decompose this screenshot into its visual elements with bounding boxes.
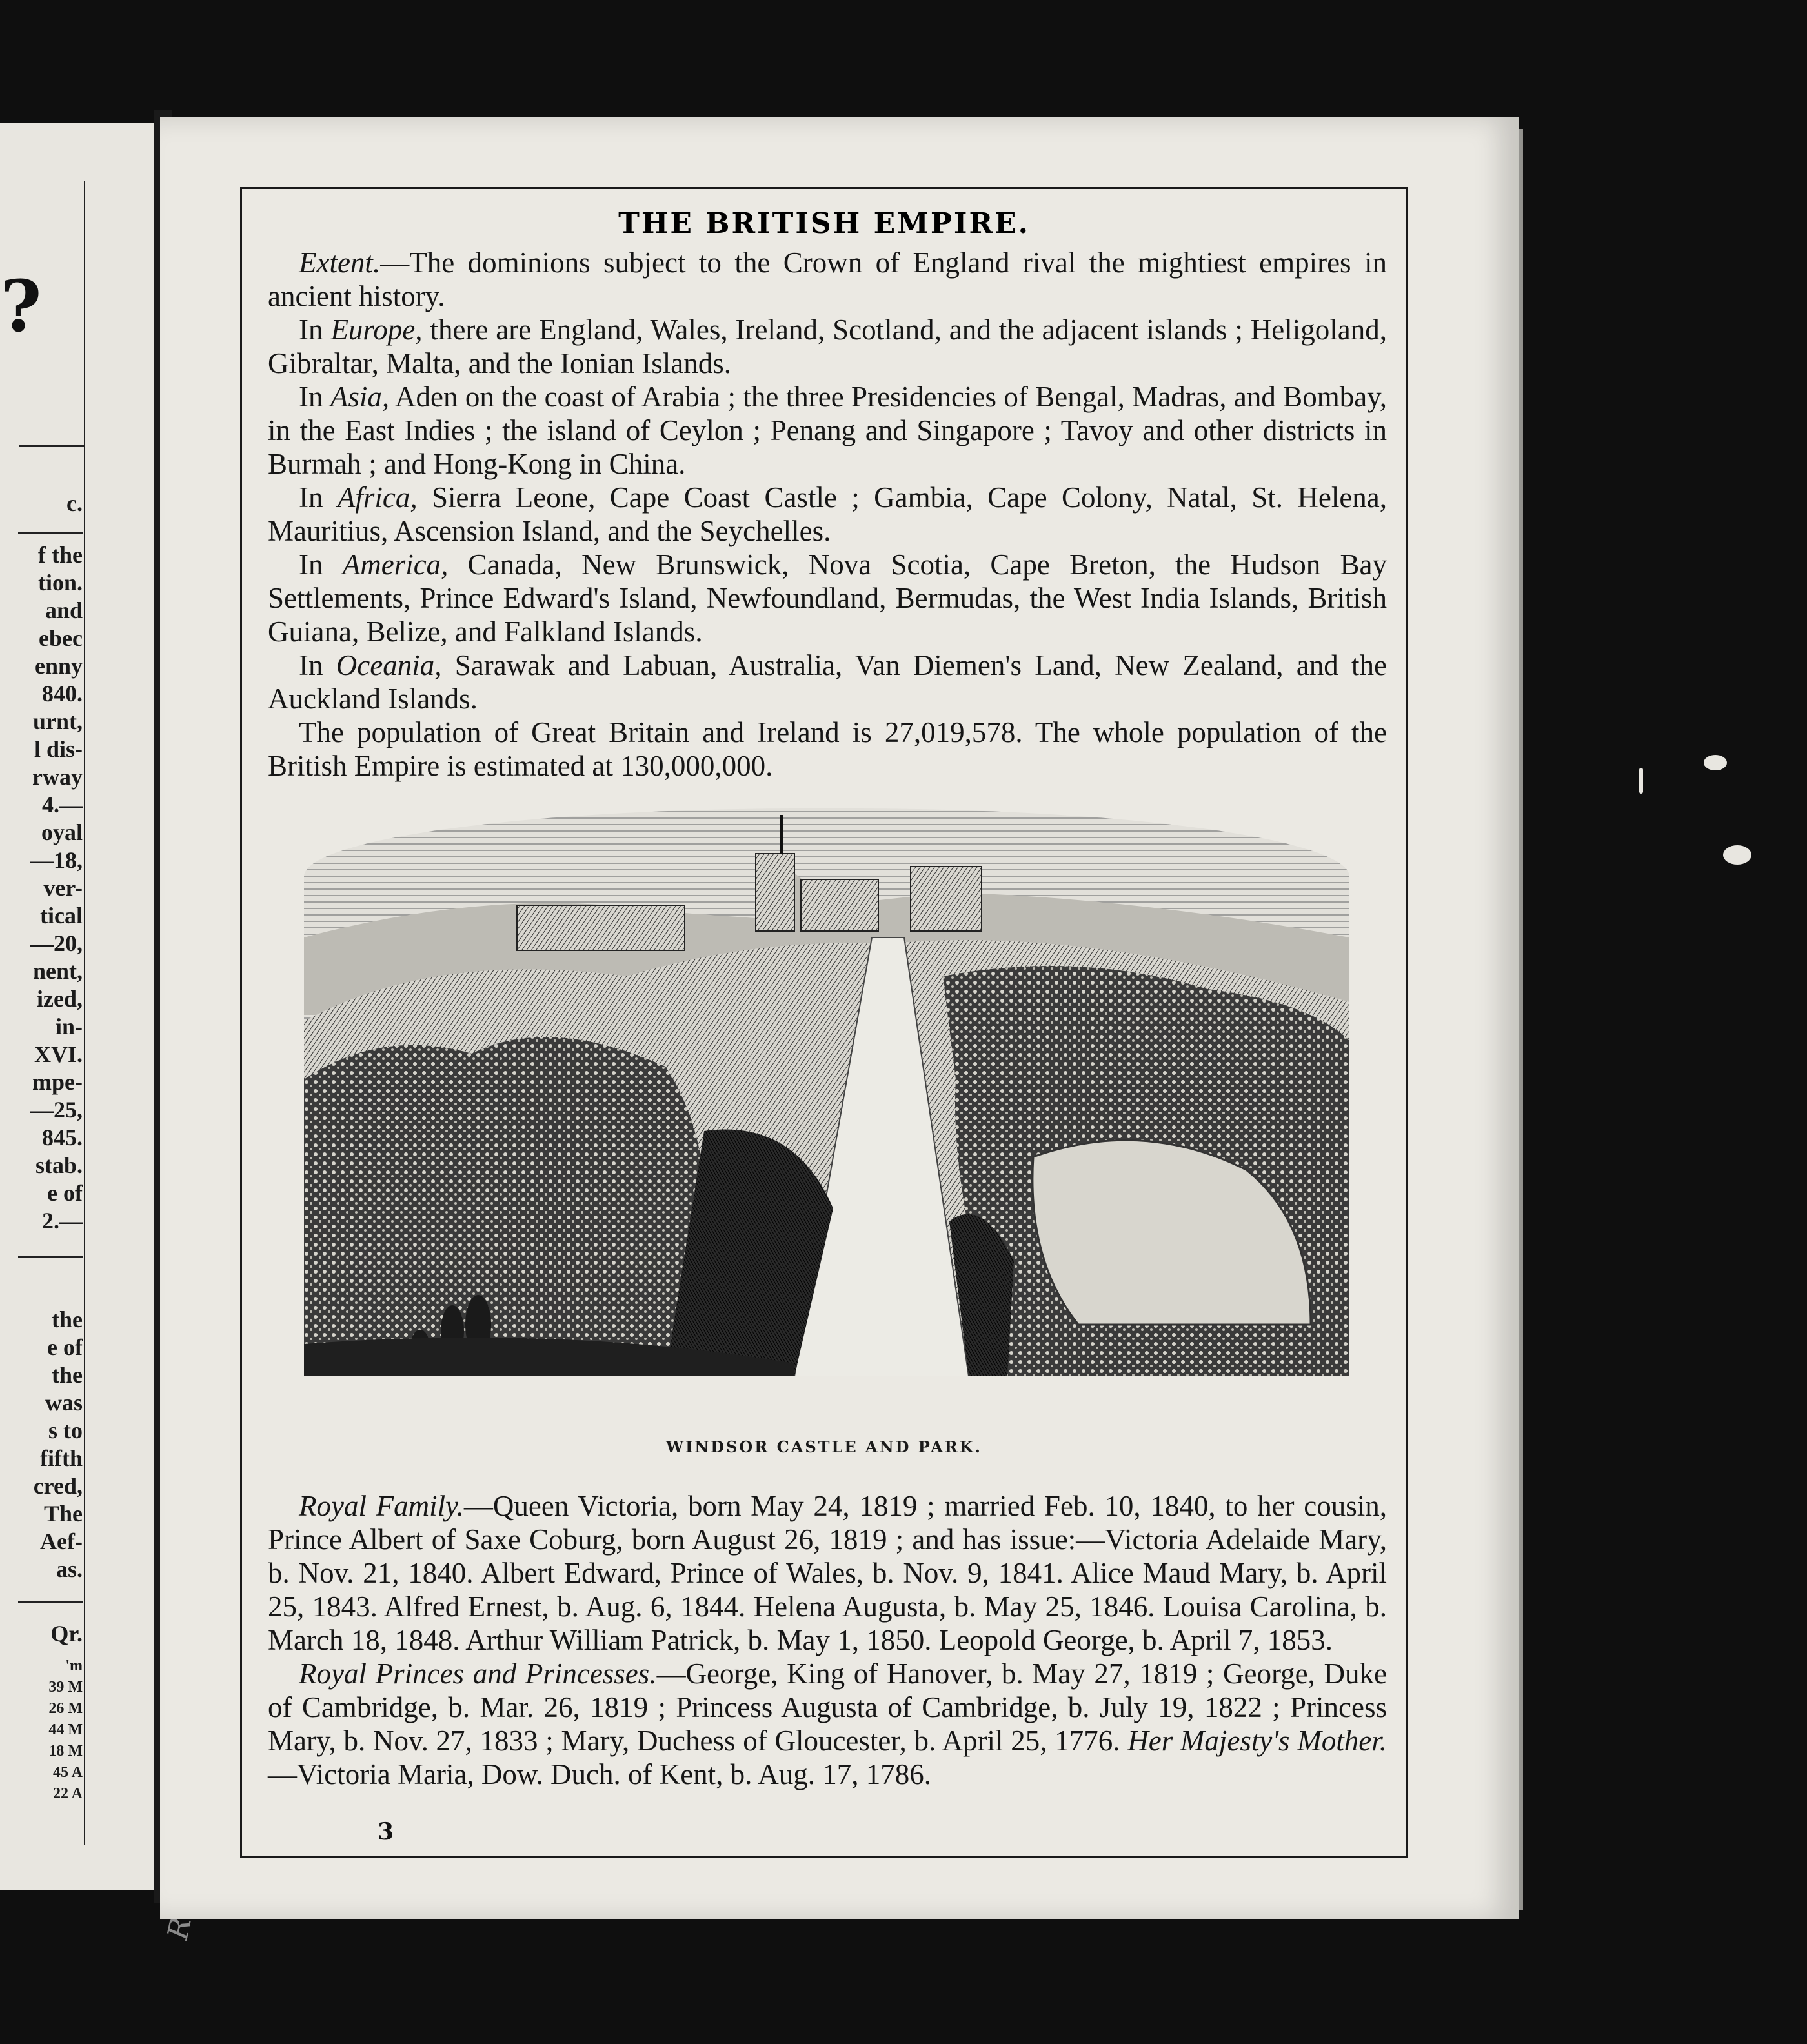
column-rule bbox=[84, 181, 85, 1845]
previous-page-line: was bbox=[45, 1390, 83, 1416]
qr-label: Qr. bbox=[50, 1621, 83, 1647]
page-title: THE BRITISH EMPIRE. bbox=[618, 207, 1030, 240]
previous-page-line: in- bbox=[55, 1014, 83, 1039]
royal-family-paragraph bbox=[268, 1489, 1387, 1657]
previous-page-line: Aef- bbox=[40, 1528, 83, 1554]
population-paragraph: The population of Great Britain and Ireland is 27,019,578. The whole population of the British Empire is estimated at 130,000,000. bbox=[268, 716, 1387, 782]
divider bbox=[18, 1256, 83, 1258]
previous-page-line: —18, bbox=[30, 847, 83, 873]
castle-wing bbox=[801, 879, 878, 931]
princes-paragraph bbox=[268, 1657, 1387, 1791]
left-trees bbox=[304, 1037, 717, 1376]
america-text: Canada, New Brunswick, Nova Scotia, Cape Breton, the Hudson Bay Settlements, Prince Edward's Island, Newfoundland, Bermudas, the West India Islands, British Guiana, Belize, and Falkland Islands. bbox=[268, 548, 1388, 648]
previous-page-line: XVI. bbox=[34, 1041, 83, 1067]
america-label: America, bbox=[342, 548, 449, 581]
america-paragraph bbox=[268, 548, 1387, 648]
previous-page-line: l dis- bbox=[34, 736, 83, 762]
dust-speck bbox=[1723, 845, 1751, 865]
europe-paragraph bbox=[268, 313, 1387, 380]
question-mark: ? bbox=[0, 265, 42, 348]
qr-row: 45 A bbox=[52, 1764, 83, 1781]
previous-page-line: rway bbox=[32, 764, 83, 790]
previous-page-line: The bbox=[43, 1501, 83, 1527]
qr-row: 26 M bbox=[48, 1700, 83, 1717]
in-word: In bbox=[299, 381, 323, 413]
previous-page-line: ized, bbox=[37, 986, 83, 1012]
dust-speck bbox=[1639, 768, 1643, 794]
previous-page-line: s to bbox=[48, 1418, 83, 1443]
asia-text: Aden on the coast of Arabia ; the three Presidencies of Bengal, Madras, and Bombay, in the East Indies ; the island of Ceylon ; Penang and Singapore ; Tavoy and other districts in Burmah ; and Hong-Kong in China. bbox=[268, 381, 1388, 480]
previous-page-line: cred, bbox=[33, 1473, 83, 1499]
previous-page-line: the bbox=[52, 1362, 83, 1388]
divider bbox=[18, 1601, 83, 1603]
previous-page-line: 4.— bbox=[42, 792, 83, 817]
previous-page-line: tion. bbox=[37, 570, 83, 596]
oceania-label: Oceania, bbox=[336, 649, 442, 681]
previous-page-line: and bbox=[45, 597, 83, 623]
previous-page-line: e of bbox=[47, 1180, 83, 1206]
qr-row: 22 A bbox=[52, 1785, 83, 1802]
previous-page-line: nent, bbox=[32, 958, 83, 984]
royal-family-text: —Queen Victoria, born May 24, 1819 ; married Feb. 10, 1840, to her cousin, Prince Albert of Saxe Coburg, born August 26, 1819 ; and has issue:—Victoria Adelaide Mary, b. Nov. 21, 1840. Albert Edward, Prince of Wales, b. Nov. 9, 1841. Alice Maud Mary, b. April 25, 1843. Alfred Ernest, b. Aug. 6, 1844. Helena Augusta, b. May 25, 1846. Louisa Carolina, b. March 18, 1848. Arthur William Patrick, b. May 1, 1850. Leopold George, b. April 7, 1853. bbox=[268, 1490, 1387, 1656]
africa-label: Africa, bbox=[337, 481, 418, 514]
previous-page-line: e of bbox=[47, 1334, 83, 1360]
illustration-caption: WINDSOR CASTLE AND PARK. bbox=[666, 1438, 982, 1456]
previous-page-line: —20, bbox=[30, 930, 83, 956]
africa-paragraph bbox=[268, 481, 1387, 548]
mother-text: —Victoria Maria, Dow. Duch. of Kent, b. Aug. 17, 1786. bbox=[268, 1758, 931, 1790]
text-frame bbox=[240, 187, 1408, 1858]
previous-page-line: tical bbox=[40, 903, 83, 928]
extent-label: Extent. bbox=[299, 246, 381, 279]
round-tower bbox=[756, 854, 794, 931]
windsor-castle-engraving bbox=[304, 808, 1349, 1376]
previous-page-line: —25, bbox=[30, 1097, 83, 1123]
previous-page-line: mpe- bbox=[32, 1069, 83, 1095]
castle-range bbox=[517, 905, 685, 950]
previous-page-line: fifth bbox=[40, 1445, 83, 1471]
intro-text bbox=[268, 246, 1387, 783]
previous-page-line: f the bbox=[38, 542, 83, 568]
qr-row: 44 M bbox=[48, 1721, 83, 1738]
previous-page-line: ebec bbox=[39, 625, 83, 651]
dust-speck bbox=[1704, 755, 1727, 770]
previous-page-line: as. bbox=[56, 1556, 83, 1582]
previous-page-line: stab. bbox=[35, 1152, 83, 1178]
princes-text: —George, King of Hanover, b. May 27, 1819 ; George, Duke of Cambridge, b. Mar. 26, 1819 ; Princess Augusta of Cambridge, b. July 19, 1822 ; Princess Mary, b. Nov. 27, 1833 ; Mary, Duchess of Gloucester, b. April 25, 1776. bbox=[268, 1658, 1387, 1757]
previous-page-line: enny bbox=[34, 653, 83, 679]
asia-paragraph bbox=[268, 380, 1387, 481]
mother-label: Her Majesty's Mother. bbox=[1127, 1725, 1387, 1757]
in-word: In bbox=[299, 548, 323, 581]
abbrev-text: c. bbox=[66, 490, 83, 516]
in-word: In bbox=[299, 649, 323, 681]
previous-page-line: oyal bbox=[41, 819, 83, 845]
in-word: In bbox=[299, 481, 323, 514]
east-tower bbox=[911, 867, 982, 931]
previous-page-line: 840. bbox=[42, 681, 83, 706]
africa-text: Sierra Leone, Cape Coast Castle ; Gambia, Cape Colony, Natal, St. Helena, Mauritius, Ascension Island, and the Seychelles. bbox=[268, 481, 1388, 547]
extent-text: —The dominions subject to the Crown of England rival the mightiest empires in ancient history. bbox=[268, 246, 1387, 312]
engraving-svg bbox=[304, 808, 1349, 1376]
qr-row: 39 M bbox=[48, 1679, 83, 1696]
oceania-text: Sarawak and Labuan, Australia, Van Diemen's Land, New Zealand, and the Auckland Islands. bbox=[268, 649, 1387, 715]
qr-row: 18 M bbox=[48, 1743, 83, 1759]
page-number: 3 bbox=[378, 1818, 394, 1845]
oceania-paragraph bbox=[268, 648, 1387, 716]
divider bbox=[18, 532, 83, 534]
previous-page-line: urnt, bbox=[32, 708, 83, 734]
royal-text bbox=[268, 1489, 1387, 1791]
asia-label: Asia, bbox=[330, 381, 390, 413]
previous-page-line: the bbox=[52, 1307, 83, 1332]
royal-family-label: Royal Family. bbox=[299, 1490, 464, 1522]
princes-label: Royal Princes and Princesses. bbox=[299, 1658, 657, 1690]
divider bbox=[19, 445, 84, 447]
previous-page-line: 845. bbox=[42, 1125, 83, 1150]
europe-label: Europe, bbox=[330, 314, 423, 346]
europe-text: there are England, Wales, Ireland, Scotland, and the adjacent islands ; Heligoland, Gibraltar, Malta, and the Ionian Islands. bbox=[268, 314, 1388, 379]
previous-page bbox=[0, 123, 154, 1890]
in-word: In bbox=[299, 314, 323, 346]
extent-paragraph bbox=[268, 246, 1387, 313]
previous-page-line: ver- bbox=[43, 875, 83, 901]
qr-row: 'm bbox=[65, 1658, 83, 1674]
previous-page-line: 2.— bbox=[42, 1208, 83, 1234]
